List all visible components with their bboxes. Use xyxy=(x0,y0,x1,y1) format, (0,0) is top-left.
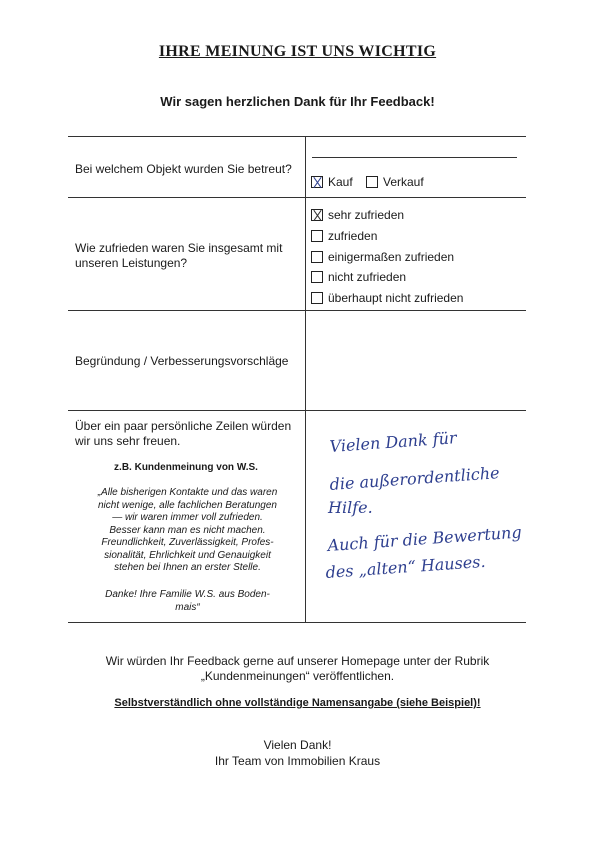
option-label: Kauf xyxy=(328,175,353,189)
example-signature xyxy=(80,589,295,614)
quote-line: sionalität, Ehrlichkeit und Genauigkeit xyxy=(104,549,271,561)
quote-line: „Alle bisherigen Kontakte und das waren xyxy=(97,487,278,498)
handwritten-line: des „alten“ Hauses. xyxy=(324,551,487,582)
quote-line: — wir waren immer voll zufrieden. xyxy=(112,512,263,523)
quote-line: stehen bei Ihnen an erster Stelle. xyxy=(114,562,261,573)
table-rule xyxy=(68,197,526,198)
footer-intro xyxy=(0,654,595,684)
example-quote xyxy=(80,487,295,575)
signature-line: Danke! Ihre Familie W.S. aus Boden- xyxy=(105,589,270,600)
handwritten-line: Auch für die Bewertung xyxy=(326,522,523,555)
handwritten-answer xyxy=(308,418,548,598)
object-blank-line xyxy=(312,157,517,158)
footer-team: Ihr Team von Immobilien Kraus xyxy=(214,754,381,768)
checkbox-nicht-zufrieden[interactable] xyxy=(311,271,323,283)
question-satisfaction xyxy=(75,241,282,271)
option-nicht-zufrieden[interactable] xyxy=(311,270,406,284)
option-zufrieden[interactable] xyxy=(311,229,377,243)
option-verkauf[interactable] xyxy=(366,175,424,189)
table-top-rule xyxy=(68,136,526,137)
quote-line: Besser kann man es nicht machen. xyxy=(109,524,266,536)
footer-thanks: Vielen Dank! xyxy=(263,738,332,752)
option-label: einigermaßen zufrieden xyxy=(328,250,455,264)
table-rule xyxy=(68,410,526,411)
option-ueberhaupt-nicht-zufrieden[interactable] xyxy=(311,291,463,305)
question-reason: Begründung / Verbesserungsvorschläge xyxy=(75,354,289,368)
checkbox-verkauf[interactable] xyxy=(366,176,378,188)
option-label: Verkauf xyxy=(383,175,424,189)
question-line: Wie zufrieden waren Sie insgesamt mit xyxy=(75,241,283,255)
checkbox-zufrieden[interactable] xyxy=(311,230,323,242)
handwritten-line: die außerordentliche xyxy=(328,463,501,494)
quote-line: nicht wenige, alle fachlichen Beratungen xyxy=(97,499,277,511)
footer-line: „Kundenmeinungen“ veröffentlichen. xyxy=(200,669,395,683)
checkbox-sehr-zufrieden[interactable] xyxy=(311,209,323,221)
checkbox-kauf[interactable] xyxy=(311,176,323,188)
signature-line: mais“ xyxy=(175,601,200,613)
option-label: zufrieden xyxy=(328,229,378,243)
option-kauf[interactable] xyxy=(311,175,353,189)
footer-line: Wir würden Ihr Feedback gerne auf unserer Homepage unter der Rubrik xyxy=(105,654,490,668)
option-einigermassen-zufrieden[interactable] xyxy=(311,250,454,264)
page-title: IHRE MEINUNG IST UNS WICHTIG xyxy=(158,43,437,60)
option-sehr-zufrieden[interactable] xyxy=(311,208,404,222)
question-object: Bei welchem Objekt wurden Sie betreut? xyxy=(75,162,292,176)
checkbox-einigermassen-zufrieden[interactable] xyxy=(311,251,323,263)
option-label: sehr zufrieden xyxy=(328,208,405,222)
question-line: Über ein paar persönliche Zeilen würden xyxy=(75,419,292,433)
footer-bold-note: Selbstverständlich ohne vollständige Namensangabe (siehe Beispiel)! xyxy=(114,697,481,709)
example-heading: z.B. Kundenmeinung von W.S. xyxy=(114,462,258,473)
option-label: nicht zufrieden xyxy=(328,270,407,284)
checkbox-ueberhaupt-nicht-zufrieden[interactable] xyxy=(311,292,323,304)
table-column-divider xyxy=(305,136,306,622)
question-line: wir uns sehr freuen. xyxy=(75,434,181,448)
page-subtitle: Wir sagen herzlichen Dank für Ihr Feedback! xyxy=(160,94,435,109)
table-bottom-rule xyxy=(68,622,526,623)
table-rule xyxy=(68,310,526,311)
question-personal xyxy=(75,419,291,449)
handwritten-line: Hilfe. xyxy=(328,498,373,517)
quote-line: Freundlichkeit, Zuverlässigkeit, Profes- xyxy=(101,537,274,548)
handwritten-line: Vielen Dank für xyxy=(328,428,458,456)
option-label: überhaupt nicht zufrieden xyxy=(328,291,464,305)
question-line: unseren Leistungen? xyxy=(75,256,188,270)
